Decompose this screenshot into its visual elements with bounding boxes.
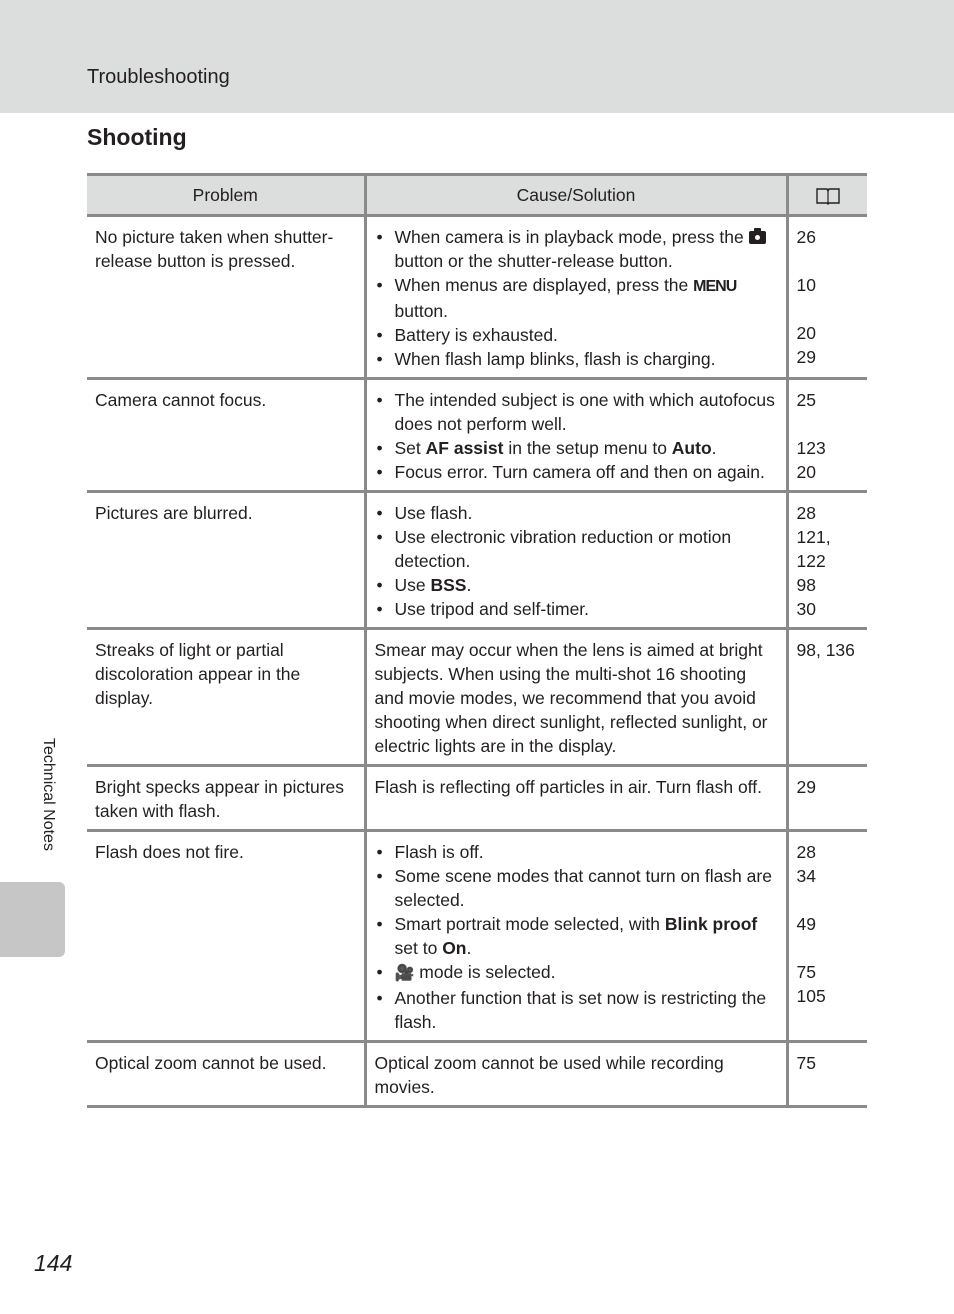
solution-item: • When menus are displayed, press the MENU button. [375, 273, 778, 323]
solution-item: • Set AF assist in the setup menu to Auto. [375, 436, 778, 460]
solution-cell [365, 216, 787, 379]
page-ref-spacer [797, 297, 860, 321]
section-title: Shooting [87, 124, 187, 150]
page-ref: 123 [796, 438, 826, 458]
side-section-tab [0, 882, 65, 957]
header-reference [787, 175, 867, 216]
side-section-label: Technical Notes [40, 738, 57, 851]
header-band [0, 0, 954, 113]
solution-item: • Use electronic vibration reduction or motion detection. [375, 525, 778, 573]
page-ref: 10 [796, 275, 816, 295]
menu-button-icon: MENU [693, 278, 737, 295]
page-ref: 28 [796, 503, 816, 523]
page-ref: 98 [796, 575, 816, 595]
page-number: 144 [34, 1250, 73, 1276]
table-row [87, 766, 867, 831]
page-ref-cell [787, 1042, 867, 1107]
solution-item: • The intended subject is one with which autofocus does not perform well. [375, 388, 778, 436]
solution-cell [365, 492, 787, 629]
table-row [87, 492, 867, 629]
page-ref-spacer [797, 412, 860, 436]
problem-cell: Camera cannot focus. [87, 379, 365, 492]
solution-cell: Flash is reflecting off particles in air. Turn flash off. [365, 766, 787, 831]
solution-item: • Use BSS. [375, 573, 778, 597]
camera-shooting-mode-icon [749, 231, 766, 244]
page-ref: 29 [796, 347, 816, 367]
page-ref-cell [787, 629, 867, 766]
problem-cell: Flash does not fire. [87, 831, 365, 1042]
page-ref: 20 [796, 323, 816, 343]
page-ref-cell [787, 492, 867, 629]
solution-cell [365, 379, 787, 492]
table-row [87, 629, 867, 766]
movie-mode-icon: 🎥 [394, 965, 415, 982]
page-ref-spacer [797, 936, 860, 960]
problem-cell: Streaks of light or partial discoloration appear in the display. [87, 629, 365, 766]
table-row [87, 831, 867, 1042]
page-ref: 30 [796, 599, 816, 619]
page-ref: 75 [796, 962, 816, 982]
page-ref: 75 [796, 1053, 816, 1073]
solution-item: • Flash is off. [375, 840, 778, 864]
solution-cell: Optical zoom cannot be used while recording movies. [365, 1042, 787, 1107]
troubleshooting-table [87, 173, 867, 1108]
header-problem: Problem [87, 175, 365, 216]
page-ref-spacer [797, 888, 860, 912]
page-ref: 20 [796, 462, 816, 482]
solution-item: • Focus error. Turn camera off and then on again. [375, 460, 778, 484]
page-ref: 98, 136 [796, 640, 855, 660]
solution-item: • 🎥 mode is selected. [375, 960, 778, 986]
page-ref: 122 [796, 551, 826, 571]
page-ref-cell [787, 766, 867, 831]
solution-item: • Another function that is set now is restricting the flash. [375, 986, 778, 1034]
page-ref: 26 [796, 227, 816, 247]
page-ref-cell [787, 831, 867, 1042]
solution-cell [365, 831, 787, 1042]
problem-cell: No picture taken when shutter-release button is pressed. [87, 216, 365, 379]
solution-item: • Use tripod and self-timer. [375, 597, 778, 621]
solution-item: • Use flash. [375, 501, 778, 525]
page-ref: 105 [796, 986, 826, 1006]
solution-item: • Battery is exhausted. [375, 323, 778, 347]
solution-cell: Smear may occur when the lens is aimed at bright subjects. When using the multi-shot 16 shooting and movie modes, we recommend that you avoid shooting when direct sunlight, reflected sunlight, or electric lights are in the display. [365, 629, 787, 766]
header-title: Troubleshooting [87, 66, 230, 88]
table-row [87, 1042, 867, 1107]
table-header-row [87, 175, 867, 216]
problem-cell: Optical zoom cannot be used. [87, 1042, 365, 1107]
page-ref: 49 [796, 914, 816, 934]
solution-item: • Smart portrait mode selected, with Blink proof set to On. [375, 912, 778, 960]
solution-item: • When camera is in playback mode, press the button or the shutter-release button. [375, 225, 778, 273]
header-cause-solution: Cause/Solution [365, 175, 787, 216]
page-ref: 29 [796, 777, 816, 797]
page-ref: 34 [796, 866, 816, 886]
page-ref-cell [787, 379, 867, 492]
book-reference-icon [815, 187, 841, 205]
page-ref: 28 [796, 842, 816, 862]
page-ref-cell [787, 216, 867, 379]
table-row [87, 379, 867, 492]
problem-cell: Pictures are blurred. [87, 492, 365, 629]
page-ref-spacer [797, 249, 860, 273]
solution-item: • When flash lamp blinks, flash is charging. [375, 347, 778, 371]
page-ref: 25 [796, 390, 816, 410]
table-row [87, 216, 867, 379]
solution-item: • Some scene modes that cannot turn on flash are selected. [375, 864, 778, 912]
problem-cell: Bright specks appear in pictures taken with flash. [87, 766, 365, 831]
page-ref: 121, [796, 527, 831, 547]
